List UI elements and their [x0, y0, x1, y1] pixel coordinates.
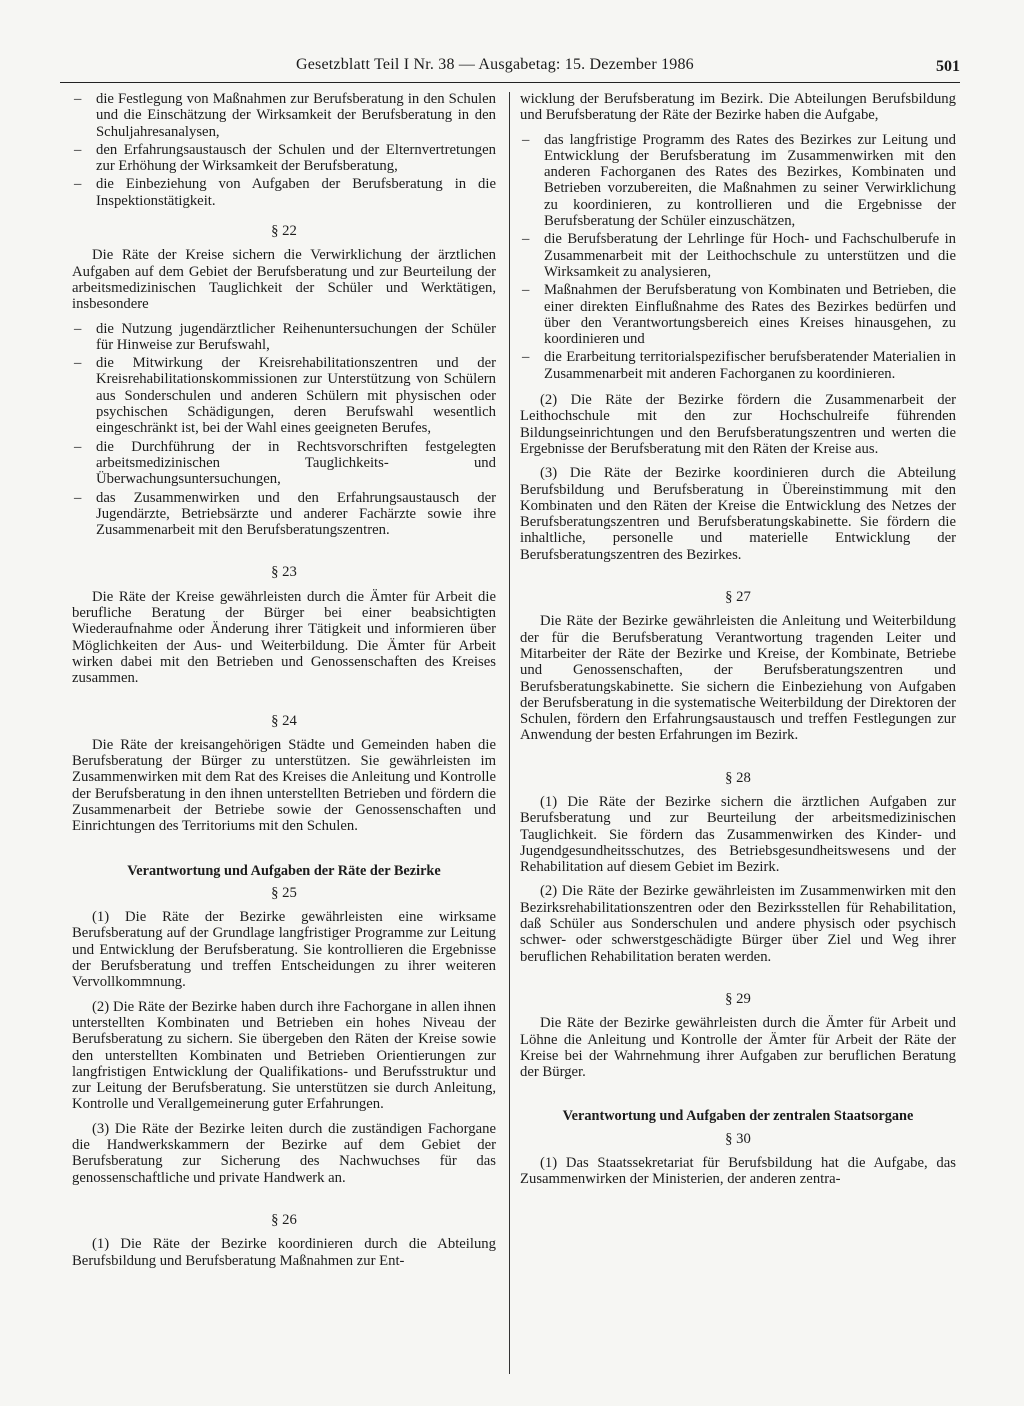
header-title: Gesetzblatt Teil I Nr. 38 — Ausgabetag: 15. Dezember 1986 — [296, 56, 694, 73]
section-heading-28: § 28 — [725, 769, 751, 786]
section-heading-26: § 26 — [271, 1211, 297, 1228]
list-item: – die Berufsberatung der Lehrlinge für Hoch- und Fachschulberufe in Zusammenarbeit mit der Leithochschule zu unterstützen und die Wirksamkeit zu analysieren, — [520, 231, 956, 280]
section-heading-24: § 24 — [271, 712, 297, 729]
section-heading-25: § 25 — [271, 884, 297, 901]
paragraph: (1) Das Staatssekretariat für Berufsbildung hat die Aufgabe, das Zusammenwirken der Ministerien, der anderen zentra- — [520, 1155, 956, 1188]
paragraph: (1) Die Räte der Bezirke gewährleisten eine wirksame Berufsberatung auf der Grundlage langfristiger Programme zur Leitung und Entwicklung der Berufsberatung. Sie kontrollieren die Ergebnisse der Berufsberatung und treffen Entscheidungen zu ihrer weiteren Vervollkommnung. — [72, 909, 496, 991]
list-item: – das langfristige Programm des Rates des Bezirkes zur Leitung und Entwicklung der Berufsberatung im Zusammenwirken mit den anderen Fachorganen des Rates des Bezirkes, Kombinaten und Betrieben vorzubereiten, die Maßnahmen zu seiner Verwirklichung zu koordinieren, zu kontrollieren und die Ergebnisse der Berufsberatung der Schüler einzuschätzen, — [520, 132, 956, 230]
list-item: – die Festlegung von Maßnahmen zur Berufsberatung in den Schulen und die Einschätzung der Wirksamkeit der Berufsberatung in den Schuljahresanalysen, — [72, 91, 496, 140]
list-item: – die Nutzung jugendärztlicher Reihenuntersuchungen der Schüler für Hinweise zur Berufswahl, — [72, 321, 496, 354]
paragraph: Die Räte der kreisangehörigen Städte und Gemeinden haben die Berufsberatung der Bürger zu unterstützen. Sie gewährleisten im Zusammenwirken mit dem Rat des Kreises die Anleitung und Kontrolle der Berufsberatung in den ihnen unterstellten Betrieben und fördern die Zusammenarbeit der Betriebe sowie der Genossenschaften und Einrichtungen des Territoriums mit den Schulen. — [72, 736, 496, 835]
paragraph: (2) Die Räte der Bezirke gewährleisten im Zusammenwirken mit den Bezirksrehabilitationszentren oder den Bezirksstellen für Rehabilitation, daß Schüler aus Sonderschulen und andere physisch oder psychisch schwer- oder schwerstgeschädigte Bürger über Ziel und Weg ihrer beruflichen Rehabilitation beraten werden. — [520, 883, 956, 965]
section-heading-22: § 22 — [271, 223, 297, 240]
paragraph: (2) Die Räte der Bezirke haben durch ihre Fachorgane in allen ihnen unterstellten Kombinaten und Betrieben ein hohes Niveau der Berufsberatung zu sichern. Sie übergeben den Räten der Kreise sowie den unterstellten Kombinaten und Betrieben Orientierungen zur langfristigen Entwicklung der Qualifikations- und Berufsstruktur und zur Leitung der Berufsberatung. Sie unterstützen sie durch Anleitung, Kontrolle und Verallgemeinerung guter Erfahrungen. — [72, 998, 496, 1113]
section-heading-27: § 27 — [725, 589, 751, 606]
paragraph: Die Räte der Kreise gewährleisten durch die Ämter für Arbeit die berufliche Beratung der Bürger bei einer beabsichtigten Wiederaufnahme oder Änderung ihrer Tätigkeit und informieren über Möglichkeiten der Aus- und Weiterbildung. Die Ämter für Arbeit wirken dabei mit den Betrieben und Genossenschaften des Kreises zusammen. — [72, 588, 496, 687]
left-column — [72, 91, 496, 1277]
list-item: – Maßnahmen der Berufsberatung von Kombinaten und Betrieben, die einer direkten Einflußnahme des Rates des Bezirkes bedürfen und über den Verantwortungsbereich eines Kreises hinausgehen, zu koordinieren und — [520, 282, 956, 347]
chapter-heading: Verantwortung und Aufgaben der zentralen Staatsorgane — [562, 1108, 914, 1125]
paragraph: (1) Die Räte der Bezirke sichern die ärztlichen Aufgaben zur Berufsberatung und zur Beurteilung der arbeitsmedizinischen Tauglichkeit. Sie fördern das Zusammenwirken des Kinder- und Jugendgesundheitsschutzes, des Betriebsgesundheitswesens und der Rehabilitation auf diesem Gebiet im Bezirk. — [520, 793, 956, 876]
section-heading-23: § 23 — [271, 564, 297, 581]
list-item: – das Zusammenwirken und den Erfahrungsaustausch der Jugendärzte, Betriebsärzte und anderer Fachärzte sowie ihre Zusammenarbeit mit den Berufsberatungszentren. — [72, 490, 496, 539]
paragraph: (1) Die Räte der Bezirke koordinieren durch die Abteilung Berufsbildung und Berufsberatung Maßnahmen zur Ent- — [72, 1236, 496, 1269]
column-divider — [509, 92, 510, 1374]
header-rule — [60, 82, 960, 83]
paragraph: (3) Die Räte der Bezirke koordinieren durch die Abteilung Berufsbildung und Berufsberatung in Übereinstimmung mit den Kombinaten und den Räten der Kreise die Entwicklung des Netzes der Berufsberatungszentren und Berufsberatungskabinette. Sie fördern die inhaltliche, personelle und materielle Entwicklung der Berufsberatungszentren des Bezirkes. — [520, 465, 956, 563]
list-item: – die Mitwirkung der Kreisrehabilitationszentren und der Kreisrehabilitationskommissionen zur Unterstützung von Schülern aus Sonderschulen und anderen Schülern mit physischen oder psychischen Schädigungen, deren Berufswahl wesentlich eingeschränkt ist, bei der Wahl eines geeigneten Berufes, — [72, 355, 496, 436]
list-item: – die Einbeziehung von Aufgaben der Berufsberatung in die Inspektionstätigkeit. — [72, 176, 496, 209]
list-item: – die Erarbeitung territorialspezifischer berufsberatender Materialien in Zusammenarbeit mit anderen Fachorganen zu koordinieren. — [520, 349, 956, 382]
page-number: 501 — [936, 58, 960, 75]
paragraph: (2) Die Räte der Bezirke fördern die Zusammenarbeit der Leithochschule mit den zur Hochschulreife führenden Bildungseinrichtungen und den Berufsberatungszentren und werten die Ergebnisse der Berufsberatung mit den Räten der Kreise aus. — [520, 392, 956, 457]
page-header — [60, 50, 960, 76]
paragraph: (3) Die Räte der Bezirke leiten durch die zuständigen Fachorgane die Handwerkskammern der Bezirke auf dem Gebiet der Berufsberatung zur Sicherung des Nachwuchses für das genossenschaftliche und private Handwerk an. — [72, 1120, 496, 1186]
list-item: – die Durchführung der in Rechtsvorschriften festgelegten arbeitsmedizinischen Tauglichkeits- und Überwachungsuntersuchungen, — [72, 439, 496, 488]
section-heading-30: § 30 — [725, 1130, 751, 1147]
paragraph: Die Räte der Bezirke gewährleisten durch die Ämter für Arbeit und Löhne die Anleitung und Kontrolle der Ämter für Arbeit der Räte der Kreise bei der Wahrnehmung ihrer Aufgaben zur beruflichen Beratung der Bürger. — [520, 1015, 956, 1081]
section-heading-29: § 29 — [725, 990, 751, 1007]
paragraph: Die Räte der Bezirke gewährleisten die Anleitung und Weiterbildung der für die Berufsberatung Verantwortung tragenden Leiter und Mitarbeiter der Räte der Bezirke und Kreise, der Kombinate, Betriebe und Genossenschaften, der Berufsberatungszentren und Berufsberatungskabinette. Sie sichern die Einbeziehung von Aufgaben der Berufsberatung in die systematische Weiterbildung der Direktoren der Schulen, fördern den Erfahrungsaustausch und treffen Festlegungen zur Anwendung der besten Erfahrungen im Bezirk. — [520, 613, 956, 744]
paragraph: wicklung der Berufsberatung im Bezirk. Die Abteilungen Berufsbildung und Berufsberatung der Räte der Bezirke haben die Aufgabe, — [520, 91, 956, 124]
paragraph: Die Räte der Kreise sichern die Verwirklichung der ärztlichen Aufgaben auf dem Gebiet der Berufsberatung und zur Beurteilung der arbeitsmedizinischen Tauglichkeit der Schüler und Werktätigen, insbesondere — [72, 247, 496, 313]
right-column — [520, 91, 956, 1196]
list-item: – den Erfahrungsaustausch der Schulen und der Elternvertretungen zur Erhöhung der Wirksamkeit der Berufsberatung, — [72, 142, 496, 175]
chapter-heading: Verantwortung und Aufgaben der Räte der Bezirke — [127, 862, 441, 879]
